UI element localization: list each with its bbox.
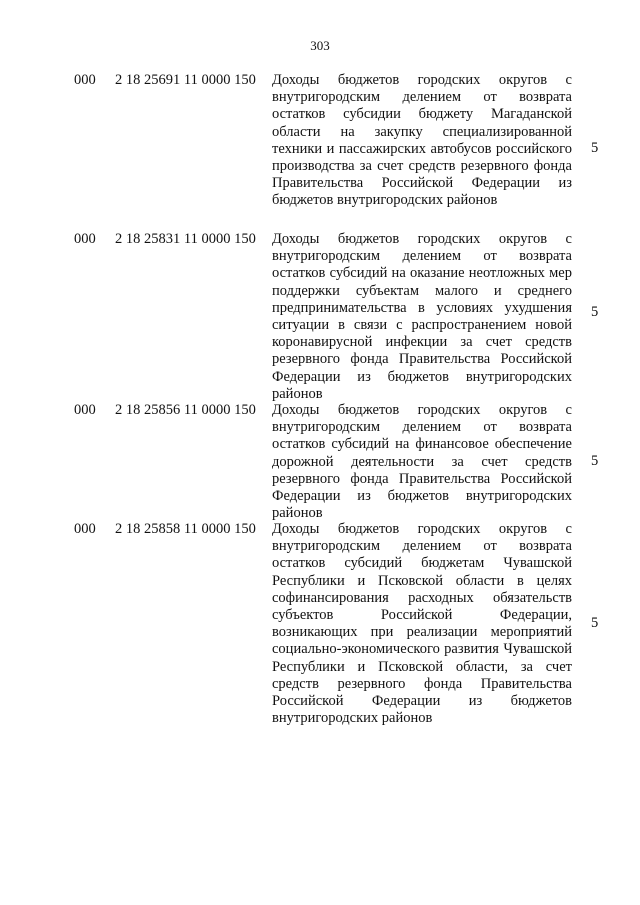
norm-percent: 5 <box>591 453 599 469</box>
income-description: Доходы бюджетов городских округов с внутригородским делением от возврата остатков субсидии бюджету Магаданской области на закупку специализированной техники и пассажирских автобусов российского производства за счет средств резервного фонда Правительства Российской Федерации из бюджетов внутригородских районов <box>272 72 572 209</box>
admin-code: 000 <box>74 521 96 537</box>
budget-classification-code: 2 18 25691 11 0000 150 <box>115 72 256 88</box>
admin-code: 000 <box>74 231 96 247</box>
admin-code: 000 <box>74 72 96 88</box>
budget-classification-code: 2 18 25831 11 0000 150 <box>115 231 256 247</box>
budget-classification-code: 2 18 25856 11 0000 150 <box>115 402 256 418</box>
income-description: Доходы бюджетов городских округов с внутригородским делением от возврата остатков субсидий бюджетам Чувашской Республики и Псковской области в целях софинансирования расходных обязательств субъектов Российской Федерации, возникающих при реализации мероприятий социально-экономического развития Чувашской Республики и Псковской области, за счет средств резервного фонда Правительства Российской Федерации из бюджетов внутригородских районов <box>272 521 572 727</box>
norm-percent: 5 <box>591 615 599 631</box>
page-number: 303 <box>310 38 330 53</box>
norm-percent: 5 <box>591 304 599 320</box>
budget-classification-code: 2 18 25858 11 0000 150 <box>115 521 256 537</box>
admin-code: 000 <box>74 402 96 418</box>
income-description: Доходы бюджетов городских округов с внутригородским делением от возврата остатков субсидий на финансовое обеспечение дорожной деятельности за счет средств резервного фонда Правительства Российской Федерации из бюджетов внутригородских районов <box>272 402 572 522</box>
norm-percent: 5 <box>591 140 599 156</box>
income-description: Доходы бюджетов городских округов с внутригородским делением от возврата остатков субсидий на оказание неотложных мер поддержки субъектам малого и среднего предпринимательства в условиях ухудшения ситуации в связи с распространением новой коронавирусной инфекции за счет средств резервного фонда Правительства Российской Федерации из бюджетов внутригородских районов <box>272 231 572 402</box>
